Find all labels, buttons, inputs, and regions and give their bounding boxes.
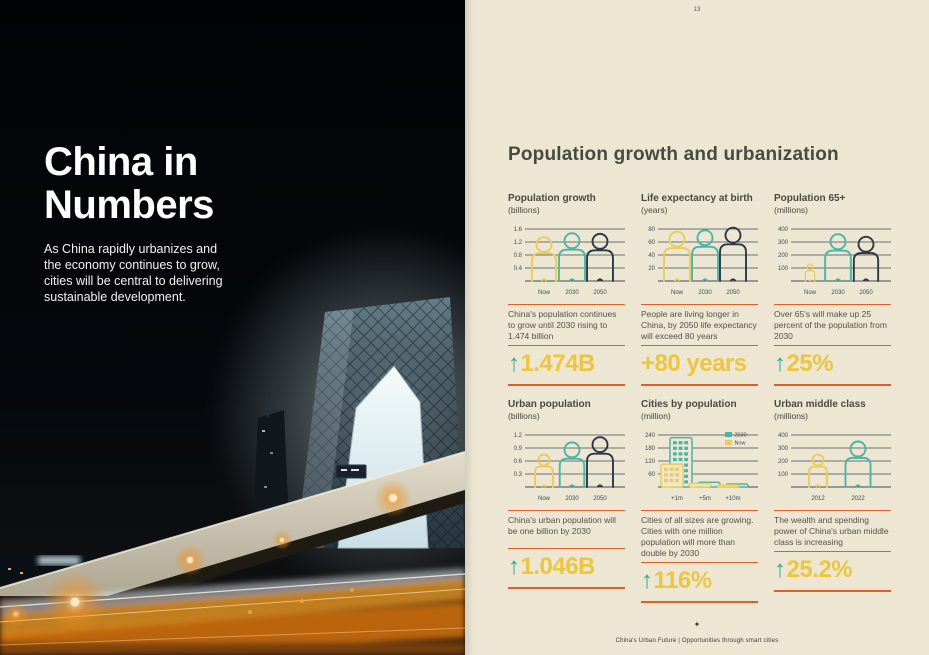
svg-text:1.2: 1.2 [513, 240, 522, 246]
stat-value: ↑1.046B [508, 548, 625, 589]
svg-text:0.4: 0.4 [513, 266, 522, 272]
chart-unit: (billions) [508, 411, 540, 422]
chart-unit: (years) [641, 205, 668, 215]
svg-text:+5m: +5m [699, 496, 711, 503]
svg-text:300: 300 [777, 240, 788, 246]
svg-text:40: 40 [648, 253, 655, 259]
svg-text:0.6: 0.6 [513, 459, 522, 466]
svg-text:60: 60 [648, 472, 655, 479]
urban-middle-class-chart [774, 425, 891, 509]
svg-text:2050: 2050 [593, 290, 607, 296]
population-65-card [774, 192, 891, 386]
up-arrow-icon: ↑ [508, 350, 520, 378]
stat-value: ↑25.2% [774, 551, 891, 592]
chart-title: Population growth [508, 193, 596, 204]
svg-text:180: 180 [644, 446, 655, 453]
svg-text:80: 80 [648, 227, 655, 233]
svg-text:20: 20 [648, 266, 655, 272]
chart-caption: Over 65's will make up 25 percent of the population from 2030 [774, 309, 887, 342]
stat-value: +80 years [641, 345, 758, 386]
svg-text:60: 60 [648, 240, 655, 246]
diamond-icon: ✦ [693, 620, 701, 629]
chart-title: Cities by population [641, 399, 737, 411]
life-expectancy-chart [641, 219, 758, 303]
stat-value: ↑25% [774, 345, 891, 386]
svg-text:Now: Now [803, 290, 817, 296]
svg-text:2050: 2050 [859, 290, 873, 296]
charts-grid [508, 192, 891, 603]
footer-text: China's Urban Future | Opportunities through smart cities [615, 638, 779, 644]
svg-text:0.9: 0.9 [513, 446, 522, 453]
chart-unit: (millions) [774, 411, 808, 422]
right-page [465, 0, 929, 655]
chart-title: Population 65+ [774, 193, 846, 204]
svg-text:120: 120 [644, 459, 655, 466]
stat-value: ↑116% [641, 562, 758, 603]
chart-caption: China's population continues to grow until 2030 rising to 1.474 billion [508, 309, 617, 342]
svg-text:2030: 2030 [565, 290, 579, 296]
chart-title: Urban population [508, 399, 591, 411]
svg-text:Now: Now [537, 496, 551, 503]
cover-title: China in Numbers [44, 140, 214, 227]
section-title: Population growth and urbanization [508, 144, 839, 165]
chart-unit: (millions) [774, 205, 808, 215]
up-arrow-icon: ↑ [774, 350, 786, 378]
svg-text:300: 300 [777, 446, 788, 453]
svg-text:2012: 2012 [811, 496, 825, 503]
svg-text:0.8: 0.8 [513, 253, 522, 259]
population-65-chart [774, 219, 891, 303]
svg-text:0.3: 0.3 [513, 472, 522, 479]
svg-text:2030: 2030 [831, 290, 845, 296]
chart-unit: (billions) [508, 205, 540, 215]
svg-text:+10m: +10m [725, 496, 741, 503]
population-growth-card [508, 192, 625, 386]
urban-population-chart [508, 425, 625, 509]
svg-text:2030: 2030 [565, 496, 579, 503]
stat-value: ↑1.474B [508, 345, 625, 386]
svg-text:1.2: 1.2 [513, 433, 522, 440]
chart-caption: People are living longer in China, by 2050 life expectancy will exceed 80 years [641, 309, 757, 342]
page-footer [465, 620, 929, 647]
svg-text:400: 400 [777, 227, 788, 233]
up-arrow-icon: ↑ [641, 567, 653, 595]
urban-middle-class-card [774, 398, 891, 603]
svg-text:240: 240 [644, 433, 655, 440]
cover-intro: As China rapidly urbanizes and the economy continues to grow, cities will be central to delivering sustainable development. [44, 241, 223, 305]
chart-caption: The wealth and spending power of China's urban middle class is increasing [774, 515, 889, 548]
svg-text:200: 200 [777, 253, 788, 259]
chart-title: Life expectancy at birth [641, 193, 753, 204]
svg-text:Now: Now [537, 290, 551, 296]
cover-text-block [44, 141, 304, 306]
chart-unit: (million) [641, 411, 671, 422]
svg-text:2030: 2030 [734, 432, 747, 439]
up-arrow-icon: ↑ [508, 553, 520, 581]
population-growth-chart [508, 219, 625, 303]
cities-by-population-card [641, 398, 758, 603]
svg-text:2022: 2022 [851, 496, 865, 503]
svg-text:100: 100 [777, 266, 788, 272]
chart-title: Urban middle class [774, 399, 866, 411]
svg-text:Now: Now [670, 290, 684, 296]
svg-text:2030: 2030 [698, 290, 712, 296]
svg-text:Now: Now [734, 440, 746, 447]
svg-text:2050: 2050 [726, 290, 740, 296]
svg-text:1.6: 1.6 [513, 227, 522, 233]
svg-text:400: 400 [777, 433, 788, 440]
life-expectancy-card [641, 192, 758, 386]
up-arrow-icon: ↑ [774, 556, 786, 584]
cities-by-population-chart [641, 425, 758, 509]
chart-caption: China's urban population will be one billion by 2030 [508, 515, 616, 537]
svg-text:100: 100 [777, 472, 788, 479]
svg-text:+1m: +1m [671, 496, 683, 503]
chart-caption: Cities of all sizes are growing. Cities with one million population will more than double by 2030 [641, 515, 754, 559]
svg-text:2050: 2050 [593, 496, 607, 503]
page-number: 13 [693, 7, 701, 13]
svg-text:200: 200 [777, 459, 788, 466]
urban-population-card [508, 398, 625, 603]
